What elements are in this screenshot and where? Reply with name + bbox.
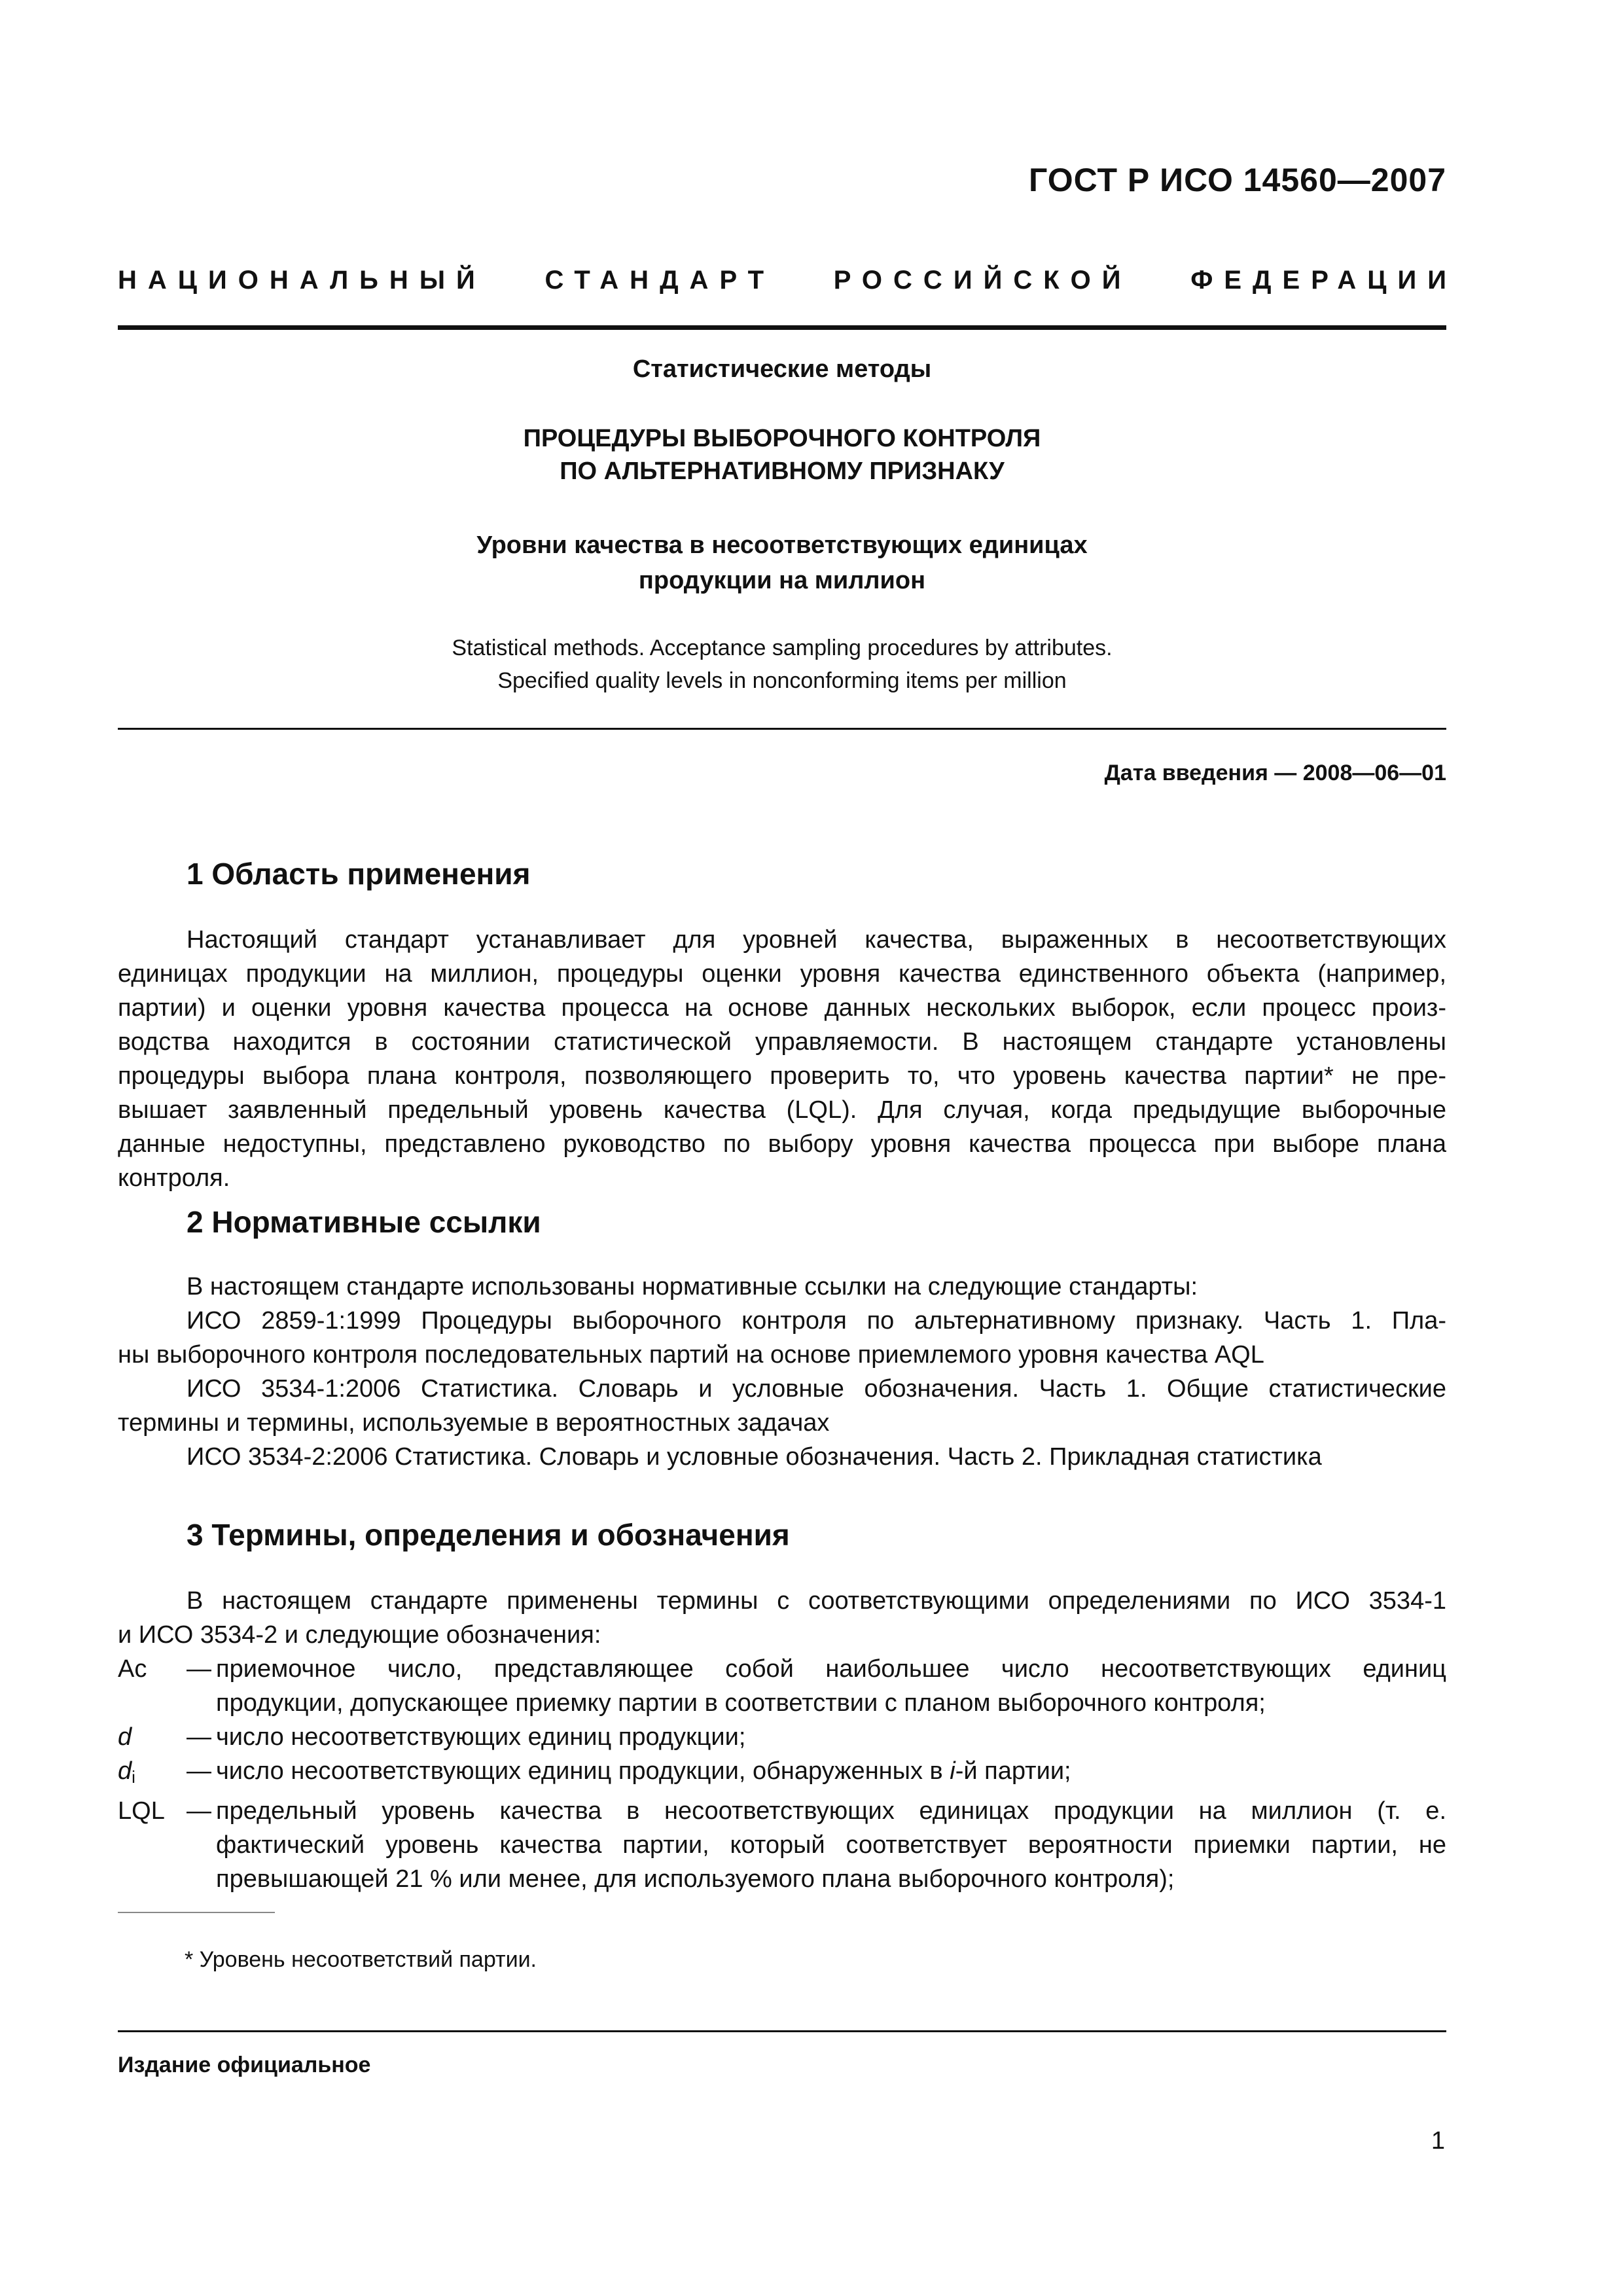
reference-line: ны выборочного контроля последовательных партий на основе приемлемого уровня качества AQL: [118, 1341, 1264, 1369]
definition-text: [216, 1652, 1446, 1720]
definition-item: [118, 1794, 1446, 1896]
title-main-line: ПРОЦЕДУРЫ ВЫБОРОЧНОГО КОНТРОЛЯ: [523, 425, 1041, 452]
footnote: * Уровень несоответствий партии.: [185, 1947, 537, 1972]
text-line: продукции, допускающее приемку партии в соответствии с планом выборочного контроля;: [216, 1689, 1266, 1717]
title-main-line: ПО АЛЬТЕРНАТИВНОМУ ПРИЗНАКУ: [560, 457, 1005, 485]
text-line: приемочное число, представляющее собой наибольшее число несоответствующих единиц: [216, 1655, 1446, 1683]
definition-dash: —: [187, 1655, 211, 1683]
symbol-base: d: [118, 1757, 132, 1785]
title-divider: [118, 728, 1446, 730]
title-english: [118, 632, 1446, 697]
title-method: Статистические методы: [632, 355, 932, 383]
symbol: LQL: [118, 1797, 165, 1825]
edition-label: Издание официальное: [118, 2053, 371, 2077]
banner-word: РОССИЙСКОЙ: [833, 266, 1132, 295]
symbol-definitions: [118, 1652, 1446, 1896]
text-line: партии) и оценки уровня качества процесса на основе данных нескольких выборок, если процесс произ-: [118, 994, 1446, 1022]
text-line: контроля.: [118, 1164, 230, 1192]
text-line: превышающей 21 % или менее, для используемого плана выборочного контроля);: [216, 1865, 1175, 1893]
banner-word: СТАНДАРТ: [544, 266, 776, 295]
text-line: число несоответствующих единиц продукции;: [216, 1723, 746, 1751]
definition-item: [118, 1754, 1446, 1794]
definition-text: [216, 1720, 1446, 1754]
symbol-subscript: i: [132, 1767, 135, 1787]
text-line: В настоящем стандарте применены термины с соответствующими определениями по ИСО 3534-1: [187, 1587, 1446, 1615]
title-sub-line: Уровни качества в несоответствующих единицах: [476, 531, 1088, 559]
definition-dash: —: [187, 1797, 211, 1825]
text-line: единицах продукции на миллион, процедуры оценки уровня качества единственного объекта (например,: [118, 960, 1446, 988]
footnote-divider: [118, 1912, 275, 1913]
reference-line: ИСО 3534-1:2006 Статистика. Словарь и условные обозначения. Часть 1. Общие статистические: [187, 1375, 1446, 1403]
text-line: предельный уровень качества в несоответствующих единицах продукции на миллион (т. е.: [216, 1797, 1446, 1825]
definition-dash: —: [187, 1723, 211, 1751]
document-code: ГОСТ Р ИСО 14560—2007: [1029, 162, 1446, 198]
symbol: Ac: [118, 1655, 147, 1683]
text-fragment: -й партии;: [955, 1757, 1071, 1785]
section-heading: 2 Нормативные ссылки: [187, 1205, 541, 1239]
reference-line: ИСО 2859-1:1999 Процедуры выборочного контроля по альтернативному признаку. Часть 1. Пла-: [187, 1307, 1446, 1335]
section-1-body: [118, 923, 1446, 1195]
text-fragment: число несоответствующих единиц продукции, обнаруженных в: [216, 1757, 950, 1785]
definition-text: [216, 1794, 1446, 1896]
text-line: процедуры выбора плана контроля, позволяющего проверить то, что уровень качества партии* не пре-: [118, 1062, 1446, 1090]
banner-word: НАЦИОНАЛЬНЫЙ: [118, 266, 486, 295]
symbol: d: [118, 1723, 132, 1751]
section-heading: 3 Термины, определения и обозначения: [187, 1518, 790, 1552]
text-line: вышает заявленный предельный уровень качества (LQL). Для случая, когда предыдущие выборочные: [118, 1096, 1446, 1124]
text-line: Настоящий стандарт устанавливает для уровней качества, выраженных в несоответствующих: [187, 926, 1446, 954]
title-en-line: Statistical methods. Acceptance sampling procedures by attributes.: [452, 636, 1113, 660]
title-subtitle: [118, 528, 1446, 598]
introduction-date: Дата введения — 2008—06—01: [1104, 761, 1446, 785]
definition-item: [118, 1720, 1446, 1754]
national-standard-banner: [118, 266, 1457, 295]
header-divider: [118, 325, 1446, 330]
section-heading: 1 Область применения: [187, 857, 531, 891]
reference-line: термины и термины, используемые в вероятностных задачах: [118, 1409, 830, 1437]
footer-divider: [118, 2030, 1446, 2032]
section-3-intro: [118, 1584, 1446, 1652]
definition-text: [216, 1754, 1446, 1794]
section-2-body: [118, 1270, 1446, 1474]
text-line: В настоящем стандарте использованы нормативные ссылки на следующие стандарты:: [187, 1273, 1198, 1300]
banner-word: ФЕДЕРАЦИИ: [1190, 266, 1457, 295]
title-main: [118, 422, 1446, 488]
text-line: водства находится в состоянии статистической управляемости. В настоящем стандарте установлены: [118, 1028, 1446, 1056]
text-line: фактический уровень качества партии, который соответствует вероятности приемки партии, не: [216, 1831, 1446, 1859]
reference-line: ИСО 3534-2:2006 Статистика. Словарь и условные обозначения. Часть 2. Прикладная статистика: [187, 1443, 1322, 1471]
text-fragment-italic: i: [950, 1757, 955, 1785]
definition-dash: —: [187, 1757, 211, 1785]
text-line: данные недоступны, представлено руководство по выбору уровня качества процесса при выборе плана: [118, 1130, 1446, 1158]
title-sub-line: продукции на миллион: [638, 567, 926, 594]
text-line: и ИСО 3534-2 и следующие обозначения:: [118, 1621, 601, 1649]
definition-item: [118, 1652, 1446, 1720]
page-number: 1: [1431, 2127, 1445, 2155]
text-line: [216, 1754, 1446, 1788]
title-en-line: Specified quality levels in nonconforming items per million: [497, 668, 1067, 693]
symbol: [118, 1754, 187, 1794]
